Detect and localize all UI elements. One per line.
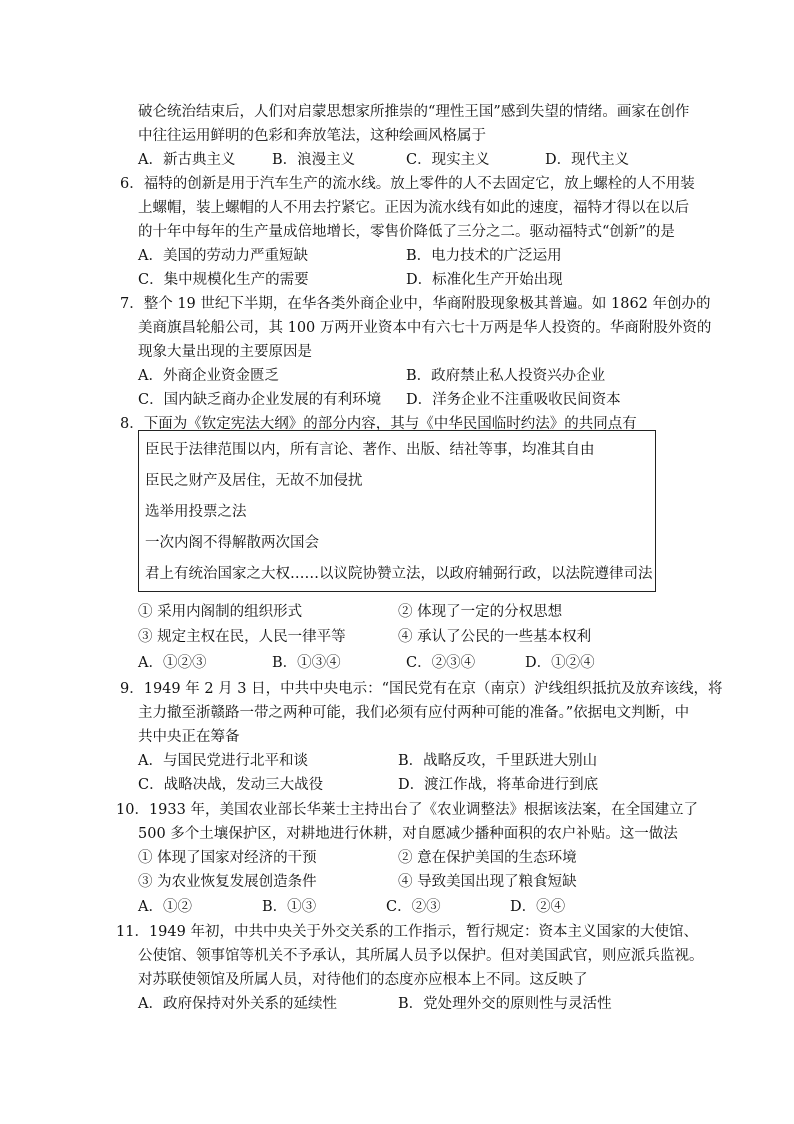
question-8-option-d: D．①②④ (525, 655, 595, 671)
question-10-text-line-1: 10．1933 年，美国农业部长华莱士主持出台了《农业调整法》根据该法案，在全国建立了 (116, 802, 698, 818)
question-6-option-d: D．标准化生产开始出现 (406, 272, 563, 288)
question-5-text-line-2: 中往往运用鲜明的色彩和奔放笔法，这种绘画风格属于 (138, 128, 486, 144)
question-6-text-line-2: 上螺帽，装上螺帽的人不用去拧紧它。正因为流水线有如此的速度，福特才得以在以后 (138, 200, 689, 216)
excerpt-line-3: 选举用投票之法 (145, 504, 247, 520)
question-8-item-2: ② 体现了一定的分权思想 (398, 604, 563, 620)
question-8-option-b: B．①③④ (272, 655, 341, 671)
question-7-option-c: C．国内缺乏商办企业发展的有利环境 (138, 392, 382, 408)
question-8-option-c: C．②③④ (406, 655, 476, 671)
question-11-text-line-3: 对苏联使领馆及所属人员，对待他们的态度亦应根本上不同。这反映了 (138, 972, 588, 988)
question-6-text-line-3: 的十年中每年的生产量成倍地增长，零售价降低了三分之二。驱动福特式“创新”的是 (138, 224, 675, 240)
question-11-text-line-1: 11．1949 年初，中共中央关于外交关系的工作指示，暂行规定：资本主义国家的大使馆、 (116, 924, 698, 940)
question-7-option-d: D．洋务企业不注重吸收民间资本 (406, 392, 621, 408)
question-8-item-4: ④ 承认了公民的一些基本权利 (398, 629, 592, 645)
excerpt-line-2: 臣民之财产及居住，无故不加侵扰 (145, 473, 363, 489)
question-10-item-4: ④ 导致美国出现了粮食短缺 (398, 874, 577, 890)
question-10-option-c: C．②③ (386, 899, 441, 915)
question-5-option-d: D．现代主义 (545, 152, 630, 168)
question-8-item-3: ③ 规定主权在民，人民一律平等 (138, 629, 346, 645)
question-7-option-b: B．政府禁止私人投资兴办企业 (406, 368, 606, 384)
question-10-option-a: A．①② (138, 899, 192, 915)
constitution-excerpt-box (138, 430, 656, 592)
question-8-option-a: A．①②③ (138, 655, 207, 671)
question-7-text-line-2: 美商旗昌轮船公司，其 100 万两开业资本中有六七十万两是华人投资的。华商附股外资的 (138, 320, 712, 336)
question-10-item-2: ② 意在保护美国的生态环境 (398, 850, 577, 866)
question-6-option-c: C．集中规模化生产的需要 (138, 272, 309, 288)
question-6-option-b: B．电力技术的广泛运用 (406, 248, 562, 264)
excerpt-line-4: 一次内阁不得解散两次国会 (145, 535, 319, 551)
question-10-item-1: ① 体现了国家对经济的干预 (138, 850, 317, 866)
question-11-text-line-2: 公使馆、领事馆等机关不予承认，其所属人员予以保护。但对美国武官，则应派兵监视。 (138, 948, 704, 964)
question-5-option-a: A．新古典主义 (138, 152, 236, 168)
question-9-text-line-3: 共中央正在筹备 (138, 729, 240, 745)
question-8-item-1: ① 采用内阁制的组织形式 (138, 604, 303, 620)
question-10-option-b: B．①③ (262, 899, 317, 915)
question-10-option-d: D．②④ (510, 899, 566, 915)
question-6-option-a: A．美国的劳动力严重短缺 (138, 248, 308, 264)
question-10-text-line-2: 500 多个土壤保护区，对耕地进行休耕，对自愿减少播种面积的农户补贴。这一做法 (138, 826, 678, 842)
question-11-option-a: A．政府保持对外关系的延续性 (138, 996, 337, 1012)
question-7-text-line-1: 7．整个 19 世纪下半期，在华各类外商企业中，华商附股现象极其普遍。如 1862 年创办的 (120, 296, 711, 312)
excerpt-line-5: 君上有统治国家之大权……以议院协赞立法，以政府辅弼行政，以法院遵律司法 (145, 566, 653, 582)
excerpt-line-1: 臣民于法律范围以内，所有言论、著作、出版、结社等事，均准其自由 (145, 442, 595, 458)
question-5-option-b: B．浪漫主义 (272, 152, 356, 168)
question-5-text-line-1: 破仑统治结束后，人们对启蒙思想家所推崇的“理性王国”感到失望的情绪。画家在创作 (138, 104, 690, 120)
question-9-option-c: C．战略决战，发动三大战役 (138, 777, 324, 793)
question-11-option-b: B．党处理外交的原则性与灵活性 (398, 996, 612, 1012)
question-7-text-line-3: 现象大量出现的主要原因是 (138, 344, 312, 360)
question-9-option-a: A．与国民党进行北平和谈 (138, 753, 308, 769)
question-8-text-line-1: 8．下面为《钦定宪法大纲》的部分内容，其与《中华民国临时约法》的共同点有 (120, 416, 637, 432)
question-6-text-line-1: 6．福特的创新是用于汽车生产的流水线。放上零件的人不去固定它，放上螺栓的人不用装 (120, 176, 695, 192)
question-9-text-line-2: 主力撤至浙赣路一带之两种可能，我们必须有应付两种可能的准备。”依据电文判断，中 (138, 705, 690, 721)
question-9-option-d: D．渡江作战，将革命进行到底 (398, 777, 599, 793)
question-10-item-3: ③ 为农业恢复发展创造条件 (138, 874, 317, 890)
question-9-text-line-1: 9．1949 年 2 月 3 日，中共中央电示：“国民党有在京（南京）沪线组织抵抗及放弃该线，将 (120, 681, 723, 697)
question-7-option-a: A．外商企业资金匮乏 (138, 368, 279, 384)
question-9-option-b: B．战略反攻，千里跃进大别山 (398, 753, 598, 769)
question-5-option-c: C．现实主义 (406, 152, 490, 168)
